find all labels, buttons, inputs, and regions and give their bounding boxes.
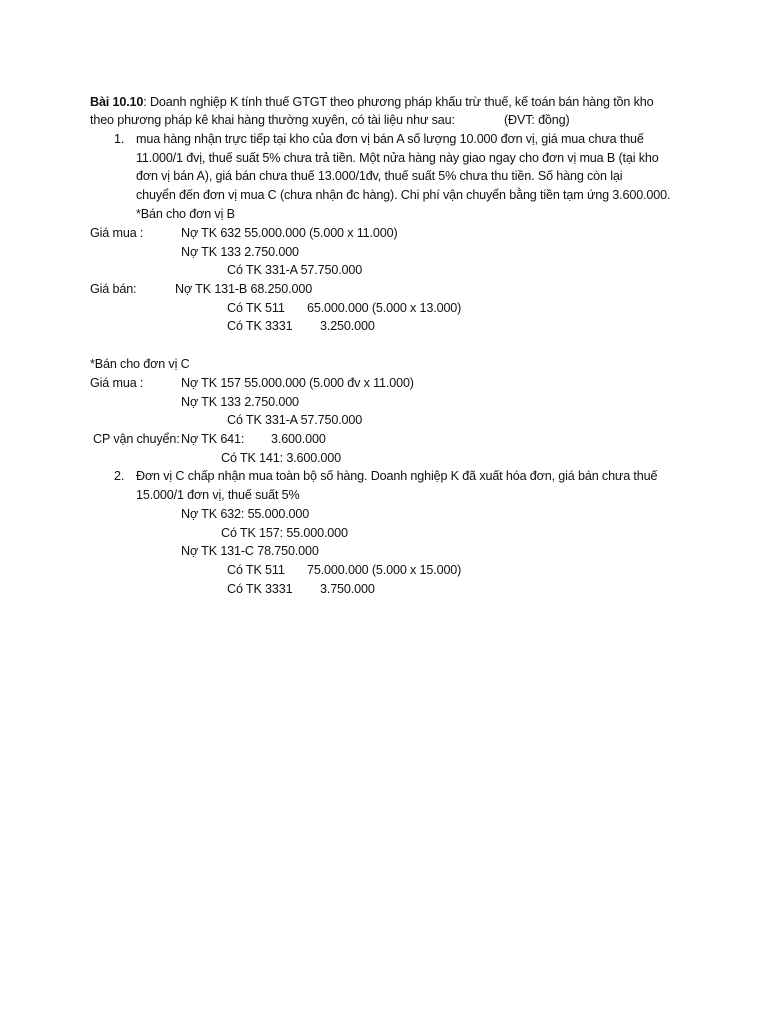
c-debit-133: Nợ TK 133 2.750.000 bbox=[181, 395, 299, 409]
i2-debit-632: Nợ TK 632: 55.000.000 bbox=[181, 507, 310, 521]
b-purchase-label: Giá mua : bbox=[90, 226, 144, 240]
c-credit-141: Có TK 141: 3.600.000 bbox=[221, 451, 341, 465]
item-2-line-1: Đơn vị C chấp nhận mua toàn bộ số hàng. Doanh nghiệp K đã xuất hóa đơn, giá bán chưa thuế bbox=[136, 469, 658, 483]
item-2-number: 2. bbox=[114, 469, 125, 483]
item-1-number: 1. bbox=[114, 132, 125, 146]
item-1-line-1: mua hàng nhận trực tiếp tại kho của đơn vị bán A số lượng 10.000 đơn vị, giá mua chưa thuế bbox=[136, 132, 644, 146]
b-sale-label: Giá bán: bbox=[90, 282, 137, 296]
c-debit-157: Nợ TK 157 55.000.000 (5.000 đv x 11.000) bbox=[181, 376, 414, 390]
i2-credit-511-amount: 75.000.000 (5.000 x 15.000) bbox=[307, 563, 462, 577]
b-debit-632: Nợ TK 632 55.000.000 (5.000 x 11.000) bbox=[181, 226, 398, 240]
i2-credit-3331-account: Có TK 3331 bbox=[227, 582, 293, 596]
intro-text-1: : Doanh nghiệp K tính thuế GTGT theo phương pháp khấu trừ thuế, kế toán bán hàng tồn kho bbox=[143, 95, 654, 109]
unit-note: (ĐVT: đồng) bbox=[504, 113, 570, 127]
intro-line-2: theo phương pháp kê khai hàng thường xuyên, có tài liệu như sau: bbox=[90, 113, 455, 127]
section-b-title: *Bán cho đơn vị B bbox=[136, 207, 235, 221]
c-shipping-label: CP vận chuyển: bbox=[93, 432, 180, 446]
item-1-line-2: 11.000/1 đvị, thuế suất 5% chưa trả tiền. Một nửa hàng này giao ngay cho đơn vị mua B (tại kho bbox=[136, 151, 659, 165]
b-debit-133: Nợ TK 133 2.750.000 bbox=[181, 245, 299, 259]
b-credit-511-amount: 65.000.000 (5.000 x 13.000) bbox=[307, 301, 462, 315]
c-debit-641-amount: 3.600.000 bbox=[271, 432, 326, 446]
exercise-title: Bài 10.10 bbox=[90, 95, 144, 109]
b-credit-3331-amount: 3.250.000 bbox=[320, 319, 375, 333]
c-debit-641-account: Nợ TK 641: bbox=[181, 432, 245, 446]
i2-debit-131: Nợ TK 131-C 78.750.000 bbox=[181, 544, 319, 558]
i2-credit-3331-amount: 3.750.000 bbox=[320, 582, 375, 596]
i2-credit-511-account: Có TK 511 bbox=[227, 563, 285, 577]
item-1-line-4: chuyển đến đơn vị mua C (chưa nhận đc hàng). Chi phí vận chuyển bằng tiền tạm ứng 3.600.000. bbox=[136, 188, 671, 202]
b-credit-3331-account: Có TK 3331 bbox=[227, 319, 293, 333]
c-purchase-label: Giá mua : bbox=[90, 376, 144, 390]
item-1-line-3: đơn vị bán A), giá bán chưa thuế 13.000/1đv, thuế suất 5% chưa thu tiền. Số hàng còn lại bbox=[136, 169, 623, 183]
b-credit-511-account: Có TK 511 bbox=[227, 301, 285, 315]
b-debit-131: Nợ TK 131-B 68.250.000 bbox=[175, 282, 313, 296]
b-credit-331: Có TK 331-A 57.750.000 bbox=[227, 263, 363, 277]
intro-line-1 bbox=[90, 94, 653, 111]
i2-credit-157: Có TK 157: 55.000.000 bbox=[221, 526, 348, 540]
item-2-line-2: 15.000/1 đơn vị, thuế suất 5% bbox=[136, 488, 300, 502]
c-credit-331: Có TK 331-A 57.750.000 bbox=[227, 413, 363, 427]
section-c-title: *Bán cho đơn vị C bbox=[90, 357, 190, 371]
